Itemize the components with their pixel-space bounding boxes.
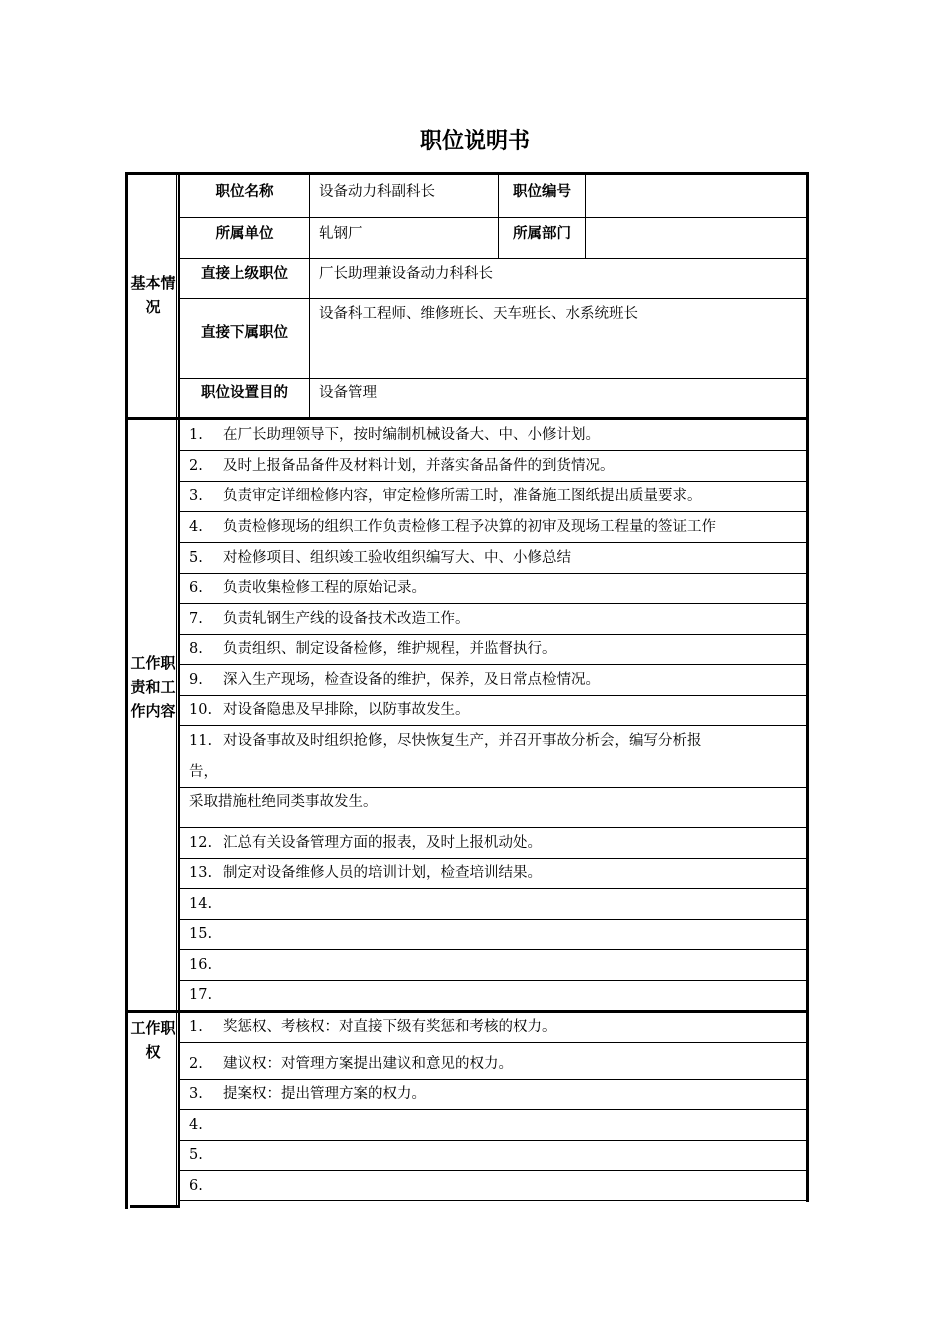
- section-duties: 工作职责和工作内容: [130, 654, 176, 720]
- duty-item: 17.: [189, 987, 213, 1003]
- duty-item: 5. 对检修项目、组织竣工验收组织编写大、中、小修总结: [189, 550, 571, 566]
- duty-item-continuation: 告，: [189, 764, 218, 780]
- authority-item: 6.: [189, 1178, 203, 1194]
- duty-item: 8. 负责组织、制定设备检修，维护规程，并监督执行。: [189, 641, 557, 657]
- authority-item: 3. 提案权：提出管理方案的权力。: [189, 1086, 426, 1102]
- authority-item: 1. 奖惩权、考核权：对直接下级有奖惩和考核的权力。: [189, 1019, 557, 1035]
- job-description-table: [125, 172, 809, 1209]
- authority-item: 2. 建议权：对管理方案提出建议和意见的权力。: [189, 1056, 513, 1072]
- duty-item: 4. 负责检修现场的组织工作负责检修工程予决算的初审及现场工程量的签证工作: [189, 519, 716, 535]
- duty-item: 12. 汇总有关设备管理方面的报表，及时上报机动处。: [189, 835, 542, 851]
- duty-item: 11. 对设备事故及时组织抢修，尽快恢复生产，并召开事故分析会，编写分析报: [189, 733, 702, 749]
- superior-label: 直接上级职位: [201, 266, 288, 282]
- section-basic: 基本情况: [130, 274, 176, 316]
- duty-item: 10. 对设备隐患及早排除，以防事故发生。: [189, 702, 470, 718]
- duty-item: 7. 负责轧钢生产线的设备技术改造工作。: [189, 611, 470, 627]
- duty-item: 13. 制定对设备维修人员的培训计划，检查培训结果。: [189, 865, 542, 881]
- authority-item: 5.: [189, 1147, 203, 1163]
- dept-label: 所属部门: [513, 226, 571, 242]
- authority-item: 4.: [189, 1117, 203, 1133]
- duty-item: 1. 在厂长助理领导下，按时编制机械设备大、中、小修计划。: [189, 427, 600, 443]
- superior-value: 厂长助理兼设备动力科科长: [319, 266, 493, 282]
- duty-item: 2. 及时上报备品备件及材料计划，并落实备品备件的到货情况。: [189, 458, 615, 474]
- unit-value: 轧钢厂: [319, 226, 363, 242]
- purpose-label: 职位设置目的: [201, 385, 288, 401]
- section-authority: 工作职权: [130, 1019, 176, 1061]
- document-title: 职位说明书: [419, 129, 530, 154]
- position-no-label: 职位编号: [513, 184, 571, 200]
- duty-item: 3. 负责审定详细检修内容，审定检修所需工时，准备施工图纸提出质量要求。: [189, 488, 702, 504]
- duty-item: 14.: [189, 896, 213, 912]
- duty-item: 9. 深入生产现场，检查设备的维护，保养，及日常点检情况。: [189, 672, 600, 688]
- duty-item: 15.: [189, 926, 213, 942]
- unit-label: 所属单位: [215, 226, 274, 242]
- purpose-value: 设备管理: [319, 385, 377, 401]
- duty-item: 16.: [189, 957, 213, 973]
- subordinate-label: 直接下属职位: [201, 325, 288, 341]
- duty-item: 采取措施杜绝同类事故发生。: [189, 794, 378, 810]
- subordinate-value: 设备科工程师、维修班长、天车班长、水系统班长: [319, 306, 638, 322]
- duty-item: 6. 负责收集检修工程的原始记录。: [189, 580, 426, 596]
- position-name-value: 设备动力科副科长: [319, 184, 435, 200]
- position-name-label: 职位名称: [215, 184, 274, 200]
